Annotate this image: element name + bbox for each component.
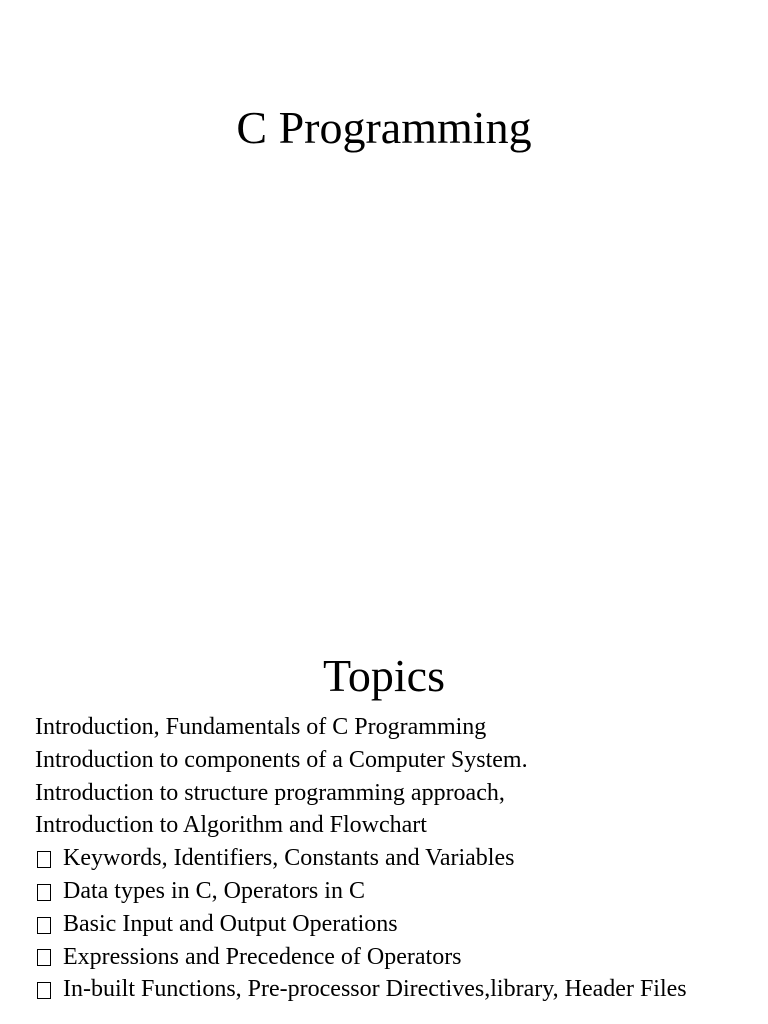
topic-text: Introduction, Fundamentals of C Programming	[35, 714, 487, 740]
topics-slide	[0, 600, 768, 1024]
topic-text: Introduction to structure programming approach,	[35, 779, 505, 806]
topic-text: In-built Functions, Pre-processor Directives,library, Header Files	[63, 976, 687, 1003]
topic-item	[35, 973, 755, 1006]
topic-text: Expressions and Precedence of Operators	[63, 943, 462, 970]
topic-item	[35, 711, 755, 744]
missing-glyph-bullet-icon	[37, 917, 51, 934]
missing-glyph-bullet-icon	[37, 949, 51, 966]
topic-item	[35, 875, 755, 908]
missing-glyph-bullet-icon	[37, 982, 51, 999]
topic-item	[35, 941, 755, 974]
missing-glyph-bullet-icon	[37, 851, 51, 868]
slide-title: C Programming	[236, 102, 532, 153]
topic-item	[35, 809, 755, 842]
topic-text: Basic Input and Output Operations	[63, 910, 398, 937]
topic-list	[35, 711, 755, 1006]
topic-item	[35, 744, 755, 777]
topic-item	[35, 777, 755, 810]
topic-item	[35, 842, 755, 875]
topic-text: Introduction to Algorithm and Flowchart	[35, 812, 427, 839]
topic-text: Keywords, Identifiers, Constants and Variables	[63, 845, 515, 872]
topic-text: Introduction to components of a Computer System.	[35, 746, 528, 773]
topics-heading: Topics	[323, 650, 445, 701]
missing-glyph-bullet-icon	[37, 884, 51, 901]
topic-item	[35, 908, 755, 941]
topic-text: Data types in C, Operators in C	[63, 877, 365, 904]
